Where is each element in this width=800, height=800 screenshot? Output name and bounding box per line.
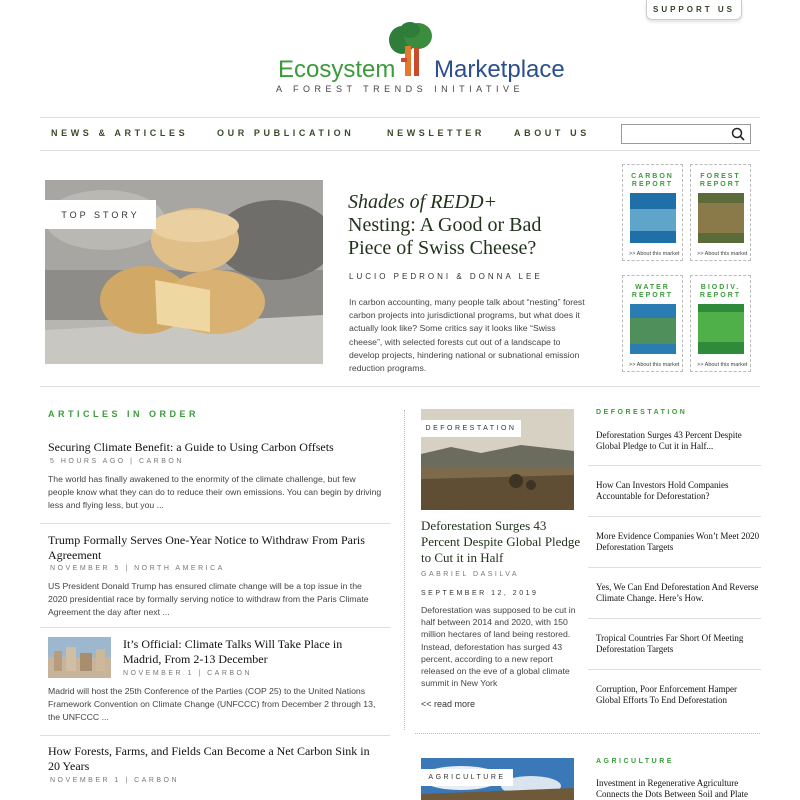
row-divider — [588, 516, 761, 517]
deforestation-item[interactable]: Yes, We Can End Deforestation And Reverse Climate Change. Here’s How. — [596, 582, 759, 603]
articles-in-order-heading: ARTICLES IN ORDER — [48, 409, 200, 419]
agriculture-item[interactable]: Investment in Regenerative Agriculture Connects the Dots Between Soil and Plate — [596, 778, 748, 799]
report-title-line1: CARBON — [631, 173, 674, 180]
featured-title[interactable]: Deforestation Surges 43 Percent Despite Global Pledge to Cut it in Half — [421, 518, 581, 565]
report-card-water[interactable] — [622, 275, 683, 372]
report-card-biodiversity[interactable] — [690, 275, 751, 372]
article-title[interactable]: Securing Climate Benefit: a Guide to Using Carbon Offsets — [48, 440, 334, 454]
row-divider — [588, 618, 761, 619]
hero-title-rest: Nesting: A Good or Bad Piece of Swiss Cheese? — [348, 214, 542, 259]
report-cover-image — [630, 304, 676, 362]
article-title[interactable]: How Forests, Farms, and Fields Can Become a Net Carbon Sink in 20 Years — [48, 744, 370, 773]
support-us-button[interactable]: SUPPORT US — [646, 0, 742, 20]
row-divider — [40, 627, 390, 628]
article-title[interactable]: Trump Formally Serves One-Year Notice to Withdraw From Paris Agreement — [48, 533, 365, 562]
featured-author: GABRIEL DASILVA — [421, 571, 520, 578]
row-divider — [588, 669, 761, 670]
article-excerpt: Madrid will host the 25th Conference of the Parties (COP 25) to the United Nations Framework Convention on Climate Change (UNFCCC) from December 2 through 13, the UNFCCC ... — [48, 686, 376, 723]
featured-date: SEPTEMBER 12, 2019 — [421, 590, 539, 597]
report-link[interactable]: >> About this market — [629, 251, 680, 257]
deforestation-item[interactable]: How Can Investors Hold Companies Accountable for Deforestation? — [596, 480, 729, 501]
top-story-badge: TOP STORY — [45, 200, 156, 229]
hero-summary: In carbon accounting, many people talk about “nesting” forest carbon projects into jurisdictional programs, but what does it actually look like? Some critics say it looks like “Swiss cheese”, with selected forests cut out of a landscape to develop projects, hindering national or subnational emission reduction programs. — [349, 297, 585, 374]
article-excerpt: The world has finally awakened to the enormity of the climate challenge, but few people know what they can do to reduce their own emissions. You can begin by driving less and flying less, but you ... — [48, 474, 382, 511]
deforestation-item[interactable]: Deforestation Surges 43 Percent Despite Global Pledge to Cut it in Half... — [596, 430, 742, 451]
report-title-line1: WATER — [635, 284, 670, 291]
article-title[interactable]: It’s Official: Climate Talks Will Take Place in Madrid, From 2-13 December — [123, 637, 343, 666]
report-cover-image — [698, 193, 744, 251]
section-divider — [40, 386, 760, 387]
report-title-line2: REPORT — [699, 292, 742, 299]
report-cover-image — [698, 304, 744, 362]
deforestation-heading: DEFORESTATION — [596, 409, 688, 416]
row-divider — [588, 567, 761, 568]
read-more-link[interactable]: << read more — [421, 699, 476, 709]
nav-about-us[interactable]: ABOUT US — [514, 128, 590, 138]
report-link[interactable]: >> About this market — [697, 251, 748, 257]
nav-newsletter[interactable]: NEWSLETTER — [387, 128, 485, 138]
hero-author: LUCIO PEDRONI & DONNA LEE — [349, 272, 543, 281]
logo-word-marketplace: Marketplace — [434, 56, 565, 83]
featured-category-badge: DEFORESTATION — [421, 420, 521, 437]
hero-title-italic: Shades of REDD+ — [348, 191, 498, 213]
row-divider — [40, 523, 390, 524]
search-icon[interactable] — [731, 127, 745, 141]
agriculture-badge: AGRICULTURE — [421, 769, 513, 786]
report-title-line2: REPORT — [631, 181, 674, 188]
report-title-line2: REPORT — [631, 292, 674, 299]
article-meta: NOVEMBER 1 | CARBON — [50, 777, 180, 784]
report-card-carbon[interactable] — [622, 164, 683, 261]
article-thumbnail-madrid[interactable] — [48, 637, 111, 678]
article-meta: NOVEMBER 1 | CARBON — [123, 670, 253, 677]
section-divider — [415, 733, 760, 734]
nav-news-articles[interactable]: NEWS & ARTICLES — [51, 128, 189, 138]
report-cover-image — [630, 193, 676, 251]
report-card-forest[interactable] — [690, 164, 751, 261]
agriculture-heading: AGRICULTURE — [596, 758, 674, 765]
nav-our-publication[interactable]: OUR PUBLICATION — [217, 128, 355, 138]
report-link[interactable]: >> About this market — [629, 362, 680, 368]
report-title-line1: BIODIV. — [700, 284, 741, 291]
featured-excerpt: Deforestation was supposed to be cut in half between 2014 and 2020, with 150 million hectares of land being restored. Instead, deforestation has surged 43 percent, according to a new report released on the eve of a global climate summit in New York — [421, 605, 576, 689]
column-divider — [404, 410, 405, 730]
report-title-line1: FOREST — [700, 173, 741, 180]
deforestation-item[interactable]: Corruption, Poor Enforcement Hamper Global Efforts To End Deforestation — [596, 684, 737, 705]
report-title-line2: REPORT — [699, 181, 742, 188]
deforestation-item[interactable]: Tropical Countries Far Short Of Meeting Deforestation Targets — [596, 633, 744, 654]
logo-word-ecosystem: Ecosystem — [278, 56, 396, 83]
article-meta: 5 HOURS AGO | CARBON — [50, 458, 184, 465]
hero-title[interactable] — [348, 191, 578, 260]
row-divider — [588, 465, 761, 466]
row-divider — [40, 735, 390, 736]
logo-tagline: A FOREST TRENDS INITIATIVE — [275, 84, 525, 94]
deforestation-item[interactable]: More Evidence Companies Won’t Meet 2020 Deforestation Targets — [596, 531, 760, 552]
report-link[interactable]: >> About this market — [697, 362, 748, 368]
article-excerpt: US President Donald Trump has ensured climate change will be a top issue in the 2020 presidential race by formally serving notice to withdraw from the Paris Climate Agreement the day after next ... — [48, 581, 369, 618]
article-meta: NOVEMBER 5 | NORTH AMERICA — [50, 565, 225, 572]
